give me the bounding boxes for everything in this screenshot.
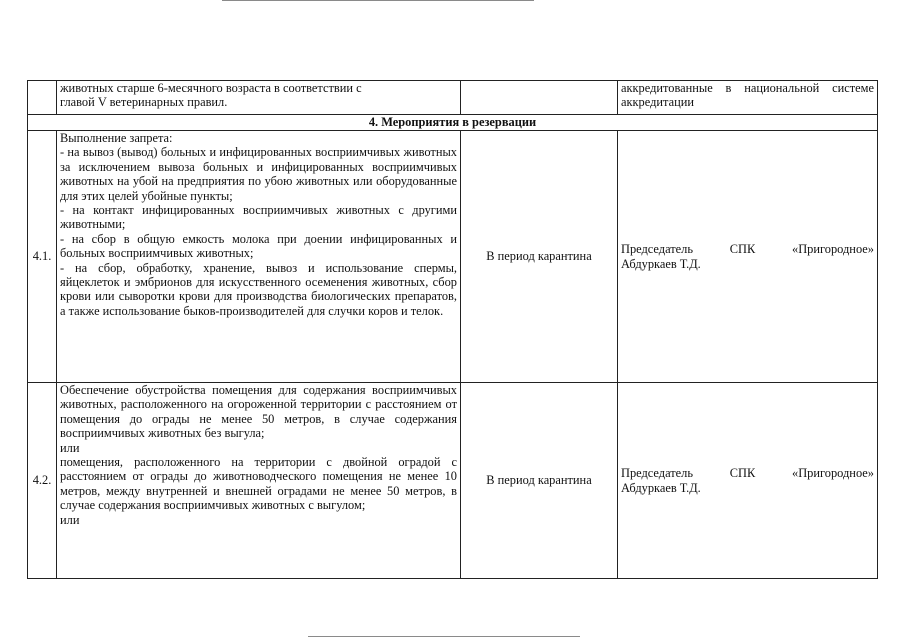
description-paragraph: или [60,512,80,527]
description-paragraph: Выполнение запрета: [60,131,173,145]
section-title: 4. Мероприятия в резервации [28,115,878,131]
description-cell [57,81,461,115]
bottom-edge-rule [308,636,580,637]
term-cell: В период карантина [461,383,618,579]
responsible-position: Председатель [621,242,694,257]
term-cell [461,81,618,115]
responsible-name: Абдуркаев Т.Д. [621,480,701,495]
description-cell [57,383,461,579]
description-paragraph: - на контакт инфицированных восприимчивых животных с другими животными; [60,203,457,232]
section-header-row [28,115,878,131]
responsible-org-name: «Пригородное» [792,466,874,481]
row-number-cell [28,81,57,115]
responsible-line: аккредитации [621,95,694,110]
description-paragraph: - на вывоз (вывод) больных и инфицированных восприимчивых животных за исключением вывоза больных и инфицированных восприимчивых животных на убой на предприятия по убою животных или оборудованные для этих целей убойные пункты; [60,145,457,203]
responsible-org-type: СПК [729,466,756,481]
measures-table [27,80,878,579]
row-number: 4.2. [28,383,57,579]
responsible-org-type: СПК [729,242,756,257]
description-line: животных старше 6-месячного возраста в соответствии с [60,81,362,95]
description-paragraph: помещения, расположенного на территории с двойной оградой с расстоянием от ограды до животноводческого помещения не менее 10 метров, между внутренней и внешней оградами не менее 50 метров, в случае содержания восприимчивых животных с выгулом; [60,455,457,513]
table-row-4-2 [28,383,878,579]
responsible-line: аккредитованные в национальной системе [621,81,874,95]
top-edge-rule [222,0,534,1]
row-number: 4.1. [28,131,57,383]
description-paragraph: - на сбор в общую емкость молока при доении инфицированных и больных восприимчивых животных; [60,231,457,261]
table-row-continued [28,81,878,115]
responsible-org-name: «Пригородное» [792,242,874,257]
description-paragraph: Обеспечение обустройства помещения для содержания восприимчивых животных, расположенного на огороженной территории с расстоянием от помещения до ограды не менее 50 метров, в случае содержания восприимчивых животных без выгула; [60,383,457,441]
responsible-title [621,466,874,480]
description-cell [57,131,461,383]
responsible-name: Абдуркаев Т.Д. [621,256,701,271]
description-line: главой V ветеринарных правил. [60,95,228,110]
responsible-cell [618,81,878,115]
description-paragraph: - на сбор, обработку, хранение, вывоз и использование спермы, яйцеклеток и эмбрионов для искусственного осеменения животных, сбор крови или сыворотки крови для производства биологических препаратов, а также использование быков-производителей для случки коров и телок. [60,260,457,318]
term-cell: В период карантина [461,131,618,383]
responsible-cell [618,131,878,383]
responsible-cell [618,383,878,579]
responsible-title [621,242,874,256]
description-paragraph: или [60,440,80,455]
table-row-4-1 [28,131,878,383]
responsible-position: Председатель [621,466,694,481]
